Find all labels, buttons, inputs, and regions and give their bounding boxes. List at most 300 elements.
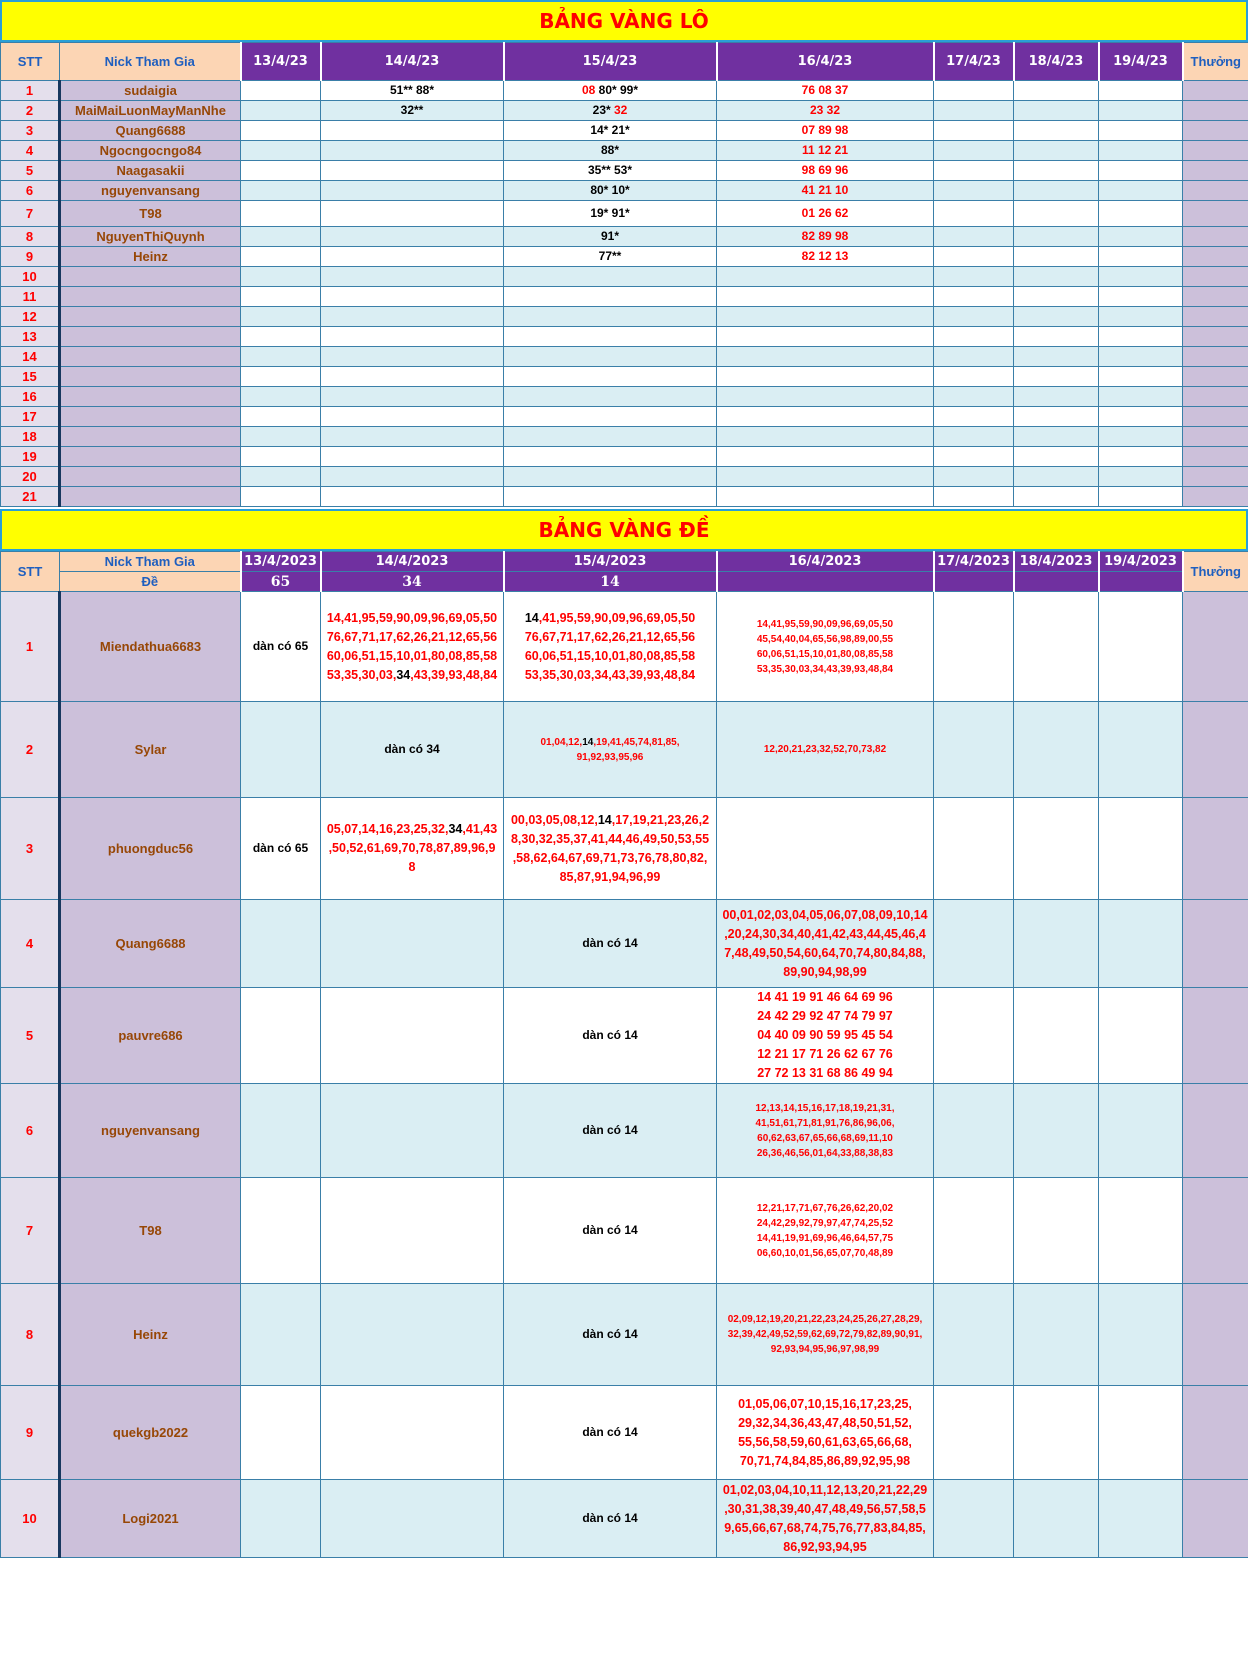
cell-value [504, 1327, 716, 1342]
table-row [1, 1284, 1248, 1386]
day-cell [241, 201, 321, 227]
day-cell [321, 407, 504, 427]
row-nick: phuongduc56 [60, 798, 241, 900]
day-cell [1099, 81, 1183, 101]
day-cell [934, 798, 1014, 900]
day-cell [321, 81, 504, 101]
de-result [717, 572, 934, 592]
value-segment: 01,05,06,07,10,15,16,17,23,25, 29,32,34,36,43,47,48,50,51,52, 55,56,58,59,60,61,63,65,66,68, 70,71,74,84,85,86,89,92,95,98 [738, 1396, 912, 1468]
thuong-cell [1183, 81, 1248, 101]
table-row [1, 247, 1248, 267]
day-cell [504, 988, 717, 1084]
table-row [1, 327, 1248, 347]
day-cell [241, 307, 321, 327]
day-cell [934, 247, 1014, 267]
row-stt: 9 [1, 247, 60, 267]
table-row [1, 1386, 1248, 1480]
row-stt: 5 [1, 988, 60, 1084]
table-row [1, 467, 1248, 487]
value-segment: 82 89 98 [801, 229, 849, 243]
table-row [1, 141, 1248, 161]
day-cell [241, 702, 321, 798]
de-table [0, 551, 1248, 1558]
value-segment: ,17,19,21,23,26,2 8,30,32,35,37,41,44,46,49,50,53,55 ,58,62,64,67,69,71,73,76,78,80,82, 85,87,91,94,96,99 [510, 812, 710, 884]
row-nick: Naagasakii [60, 161, 241, 181]
day-cell [321, 798, 504, 900]
row-stt: 8 [1, 1284, 60, 1386]
table-row [1, 121, 1248, 141]
table-row [1, 367, 1248, 387]
value-segment: 77** [598, 249, 622, 263]
table-row [1, 427, 1248, 447]
cell-value [717, 742, 933, 757]
day-cell [241, 900, 321, 988]
day-cell [504, 1084, 717, 1178]
day-cell [717, 702, 934, 798]
stt-header: STT [1, 552, 60, 592]
day-cell [717, 467, 934, 487]
de-result: 14 [504, 572, 717, 592]
thuong-cell [1183, 181, 1248, 201]
value-segment: 14 [524, 610, 539, 625]
day-cell [321, 367, 504, 387]
date-header: 17/4/23 [934, 43, 1014, 81]
cell-value [717, 1395, 933, 1471]
day-cell [1099, 427, 1183, 447]
value-segment: 91* [600, 229, 620, 243]
day-cell [504, 161, 717, 181]
thuong-cell [1183, 467, 1248, 487]
row-nick: T98 [60, 1178, 241, 1284]
cell-value [321, 83, 503, 98]
value-segment: 23 32 [809, 103, 841, 117]
value-segment: dàn có 14 [582, 1425, 638, 1439]
day-cell [1099, 1386, 1183, 1480]
value-segment: 00,03,05,08,12, [510, 812, 598, 827]
day-cell [717, 347, 934, 367]
value-segment: dàn có 65 [252, 841, 309, 855]
day-cell [321, 201, 504, 227]
day-cell [717, 141, 934, 161]
day-cell [717, 592, 934, 702]
day-cell [934, 900, 1014, 988]
day-cell [934, 327, 1014, 347]
day-cell [321, 447, 504, 467]
de-result-row [1, 572, 1248, 592]
value-segment: dàn có 65 [252, 639, 309, 653]
day-cell [1014, 267, 1099, 287]
thuong-cell [1183, 487, 1248, 507]
table-row [1, 307, 1248, 327]
day-cell [321, 227, 504, 247]
day-cell [1014, 327, 1099, 347]
day-cell [321, 141, 504, 161]
day-cell [1014, 702, 1099, 798]
value-segment: 80* 10* [590, 183, 630, 197]
thuong-cell [1183, 592, 1248, 702]
table-row [1, 900, 1248, 988]
thuong-cell [1183, 387, 1248, 407]
row-nick: nguyenvansang [60, 181, 241, 201]
day-cell [241, 141, 321, 161]
day-cell [1099, 267, 1183, 287]
day-cell [504, 367, 717, 387]
day-cell [321, 1480, 504, 1558]
day-cell [241, 467, 321, 487]
value-segment: 32 [614, 103, 628, 117]
day-cell [1014, 447, 1099, 467]
table-row [1, 1084, 1248, 1178]
value-segment: 14* 21* [590, 123, 630, 137]
thuong-cell [1183, 247, 1248, 267]
date-header: 15/4/2023 [504, 552, 717, 572]
value-segment: 88* [600, 143, 620, 157]
day-cell [934, 407, 1014, 427]
day-cell [321, 161, 504, 181]
table-row [1, 988, 1248, 1084]
row-stt: 1 [1, 592, 60, 702]
value-segment: dàn có 34 [384, 742, 440, 756]
thuong-cell [1183, 900, 1248, 988]
day-cell [1099, 487, 1183, 507]
cell-value [717, 123, 933, 138]
value-segment: 05,07,14,16,23,25,32, [326, 822, 449, 836]
day-cell [717, 327, 934, 347]
thuong-cell [1183, 427, 1248, 447]
cell-value [504, 936, 716, 951]
day-cell [717, 247, 934, 267]
row-nick: Logi2021 [60, 1480, 241, 1558]
cell-value [504, 163, 716, 178]
day-cell [717, 121, 934, 141]
day-cell [504, 702, 717, 798]
day-cell [321, 287, 504, 307]
value-segment: 02,09,12,19,20,21,22,23,24,25,26,27,28,29, 32,39,42,49,52,59,62,69,72,79,82,89,90,91, 92,93,94,95,96,97,98,99 [727, 1314, 923, 1355]
day-cell [1014, 1386, 1099, 1480]
value-segment: ,41,95,59,90,09,96,69,05,50 76,67,71,17,62,26,21,12,65,56 60,06,51,15,10,01,80,08,85,58 53,35,30,03,34,43,39,93,48,84 [524, 610, 696, 682]
day-cell [241, 247, 321, 267]
row-stt: 3 [1, 798, 60, 900]
table-row [1, 592, 1248, 702]
day-cell [934, 201, 1014, 227]
day-cell [1099, 347, 1183, 367]
cell-value [504, 609, 716, 685]
day-cell [241, 327, 321, 347]
table-row [1, 1178, 1248, 1284]
day-cell [1014, 201, 1099, 227]
row-nick: nguyenvansang [60, 1084, 241, 1178]
day-cell [1099, 121, 1183, 141]
day-cell [241, 988, 321, 1084]
table-row [1, 181, 1248, 201]
row-stt: 11 [1, 287, 60, 307]
day-cell [1099, 141, 1183, 161]
table-row [1, 81, 1248, 101]
day-cell [1099, 327, 1183, 347]
day-cell [934, 287, 1014, 307]
day-cell [241, 181, 321, 201]
row-nick: T98 [60, 201, 241, 227]
row-nick [60, 347, 241, 367]
day-cell [241, 81, 321, 101]
row-nick: quekgb2022 [60, 1386, 241, 1480]
table-row [1, 201, 1248, 227]
thuong-cell [1183, 367, 1248, 387]
day-cell [717, 407, 934, 427]
row-nick: sudaigia [60, 81, 241, 101]
day-cell [1099, 307, 1183, 327]
day-cell [321, 988, 504, 1084]
table-row [1, 447, 1248, 467]
row-stt: 21 [1, 487, 60, 507]
day-cell [934, 161, 1014, 181]
day-cell [717, 81, 934, 101]
value-segment: 00,01,02,03,04,05,06,07,08,09,10,14 ,20,24,30,34,40,41,42,43,44,45,46,4 7,48,49,50,54,60,64,70,74,80,84,88, 89,90,94,98,99 [722, 907, 928, 979]
row-nick [60, 467, 241, 487]
cell-value [321, 820, 503, 877]
day-cell [321, 592, 504, 702]
day-cell [321, 121, 504, 141]
row-nick [60, 367, 241, 387]
de-title: BẢNG VÀNG ĐỀ [0, 509, 1248, 551]
day-cell [504, 592, 717, 702]
day-cell [1014, 1084, 1099, 1178]
day-cell [1099, 447, 1183, 467]
thuong-cell [1183, 407, 1248, 427]
day-cell [717, 1178, 934, 1284]
day-cell [1014, 227, 1099, 247]
day-cell [1099, 227, 1183, 247]
row-stt: 8 [1, 227, 60, 247]
thuong-cell [1183, 1178, 1248, 1284]
row-nick: pauvre686 [60, 988, 241, 1084]
cell-value [717, 229, 933, 244]
day-cell [1099, 201, 1183, 227]
lo-header-row [1, 43, 1248, 81]
day-cell [504, 141, 717, 161]
thuong-cell [1183, 287, 1248, 307]
date-header: 15/4/23 [504, 43, 717, 81]
de-result: 65 [241, 572, 321, 592]
day-cell [1014, 798, 1099, 900]
day-cell [934, 227, 1014, 247]
day-cell [934, 1480, 1014, 1558]
de-header-row [1, 552, 1248, 572]
value-segment: 76 08 37 [801, 83, 849, 97]
row-stt: 18 [1, 427, 60, 447]
cell-value [504, 183, 716, 198]
day-cell [504, 1284, 717, 1386]
thuong-header: Thưởng [1183, 43, 1248, 81]
day-cell [717, 387, 934, 407]
day-cell [1099, 1480, 1183, 1558]
day-cell [504, 347, 717, 367]
date-header: 18/4/2023 [1014, 552, 1099, 572]
cell-value [717, 83, 933, 98]
row-nick: Heinz [60, 1284, 241, 1386]
day-cell [1099, 287, 1183, 307]
day-cell [717, 798, 934, 900]
de-label: Đề [60, 572, 241, 592]
day-cell [1099, 101, 1183, 121]
value-segment: ,19,41,45,74,81,85, 91,92,93,95,96 [576, 736, 680, 763]
row-stt: 16 [1, 387, 60, 407]
cell-value [717, 1481, 933, 1557]
day-cell [321, 702, 504, 798]
day-cell [934, 181, 1014, 201]
day-cell [504, 327, 717, 347]
row-stt: 10 [1, 267, 60, 287]
day-cell [934, 427, 1014, 447]
day-cell [1014, 1480, 1099, 1558]
value-segment: 34 [448, 822, 463, 836]
day-cell [504, 201, 717, 227]
thuong-cell [1183, 227, 1248, 247]
table-row [1, 1480, 1248, 1558]
row-stt: 13 [1, 327, 60, 347]
value-segment: 08 [581, 83, 599, 97]
table-row [1, 101, 1248, 121]
day-cell [321, 307, 504, 327]
day-cell [934, 267, 1014, 287]
value-segment: 51** 88* [389, 83, 435, 97]
day-cell [1099, 1084, 1183, 1178]
day-cell [934, 487, 1014, 507]
cell-value [321, 742, 503, 757]
day-cell [241, 1386, 321, 1480]
row-stt: 15 [1, 367, 60, 387]
date-header: 18/4/23 [1014, 43, 1099, 81]
cell-value [717, 183, 933, 198]
day-cell [1099, 161, 1183, 181]
day-cell [504, 467, 717, 487]
row-nick: Miendathua6683 [60, 592, 241, 702]
cell-value [321, 609, 503, 685]
day-cell [717, 427, 934, 447]
value-segment: 11 12 21 [801, 143, 849, 157]
cell-value [717, 249, 933, 264]
thuong-cell [1183, 347, 1248, 367]
day-cell [934, 702, 1014, 798]
day-cell [1099, 988, 1183, 1084]
day-cell [504, 487, 717, 507]
day-cell [1014, 367, 1099, 387]
day-cell [241, 1480, 321, 1558]
cell-value [504, 229, 716, 244]
value-segment: 01,04,12, [540, 736, 583, 748]
day-cell [934, 81, 1014, 101]
table-row [1, 798, 1248, 900]
day-cell [934, 141, 1014, 161]
thuong-cell [1183, 161, 1248, 181]
row-nick [60, 447, 241, 467]
table-row [1, 227, 1248, 247]
value-segment: 35** 53* [587, 163, 633, 177]
day-cell [504, 227, 717, 247]
value-segment: dàn có 14 [582, 1327, 638, 1341]
day-cell [241, 227, 321, 247]
row-stt: 5 [1, 161, 60, 181]
day-cell [717, 181, 934, 201]
cell-value [717, 1101, 933, 1161]
cell-value [504, 1223, 716, 1238]
day-cell [321, 427, 504, 447]
day-cell [934, 1386, 1014, 1480]
value-segment: ,43,39,93,48,84 [410, 667, 498, 682]
row-stt: 2 [1, 101, 60, 121]
lo-table [0, 42, 1248, 507]
row-stt: 12 [1, 307, 60, 327]
day-cell [717, 1084, 934, 1178]
thuong-cell [1183, 121, 1248, 141]
row-stt: 14 [1, 347, 60, 367]
table-row [1, 161, 1248, 181]
day-cell [321, 181, 504, 201]
day-cell [1099, 1284, 1183, 1386]
day-cell [934, 447, 1014, 467]
day-cell [934, 1284, 1014, 1386]
value-segment: dàn có 14 [582, 936, 638, 950]
day-cell [934, 101, 1014, 121]
cell-value [717, 617, 933, 677]
thuong-cell [1183, 1284, 1248, 1386]
cell-value [717, 1312, 933, 1357]
cell-value [717, 143, 933, 158]
row-nick: Quang6688 [60, 900, 241, 988]
value-segment: 01,02,03,04,10,11,12,13,20,21,22,29 ,30,31,38,39,40,47,48,49,56,57,58,5 9,65,66,67,68,74,75,76,77,83,84,85, 86,92,93,94,95 [722, 1482, 928, 1554]
day-cell [321, 1386, 504, 1480]
value-segment: 80* 99* [598, 83, 639, 97]
day-cell [1099, 1178, 1183, 1284]
row-nick [60, 427, 241, 447]
day-cell [717, 900, 934, 988]
cell-value [717, 206, 933, 221]
row-stt: 4 [1, 141, 60, 161]
day-cell [241, 267, 321, 287]
day-cell [504, 427, 717, 447]
day-cell [934, 307, 1014, 327]
day-cell [241, 287, 321, 307]
value-segment: 12,13,14,15,16,17,18,19,21,31, 41,51,61,71,81,91,76,86,96,06, 60,62,63,67,65,66,68,69,11,10 26,36,46,56,01,64,33,88,38,83 [755, 1102, 895, 1159]
day-cell [504, 121, 717, 141]
table-row [1, 347, 1248, 367]
day-cell [934, 1178, 1014, 1284]
day-cell [1014, 427, 1099, 447]
day-cell [241, 427, 321, 447]
day-cell [717, 161, 934, 181]
day-cell [321, 1178, 504, 1284]
cell-value [504, 103, 716, 118]
stt-header: STT [1, 43, 60, 81]
day-cell [504, 247, 717, 267]
day-cell [934, 121, 1014, 141]
day-cell [717, 447, 934, 467]
cell-value [717, 1201, 933, 1261]
day-cell [241, 1284, 321, 1386]
day-cell [504, 798, 717, 900]
row-nick [60, 487, 241, 507]
day-cell [504, 900, 717, 988]
value-segment: 12,21,17,71,67,76,26,62,20,02 24,42,29,92,79,97,47,74,25,52 14,41,19,91,69,96,46,64,57,75 06,60,10,01,56,65,07,70,48,89 [756, 1202, 894, 1259]
row-stt: 1 [1, 81, 60, 101]
day-cell [321, 487, 504, 507]
row-stt: 17 [1, 407, 60, 427]
table-row [1, 387, 1248, 407]
de-result [1099, 572, 1183, 592]
nick-header: Nick Tham Gia [60, 43, 241, 81]
value-segment: 82 12 13 [801, 249, 849, 263]
row-nick [60, 387, 241, 407]
